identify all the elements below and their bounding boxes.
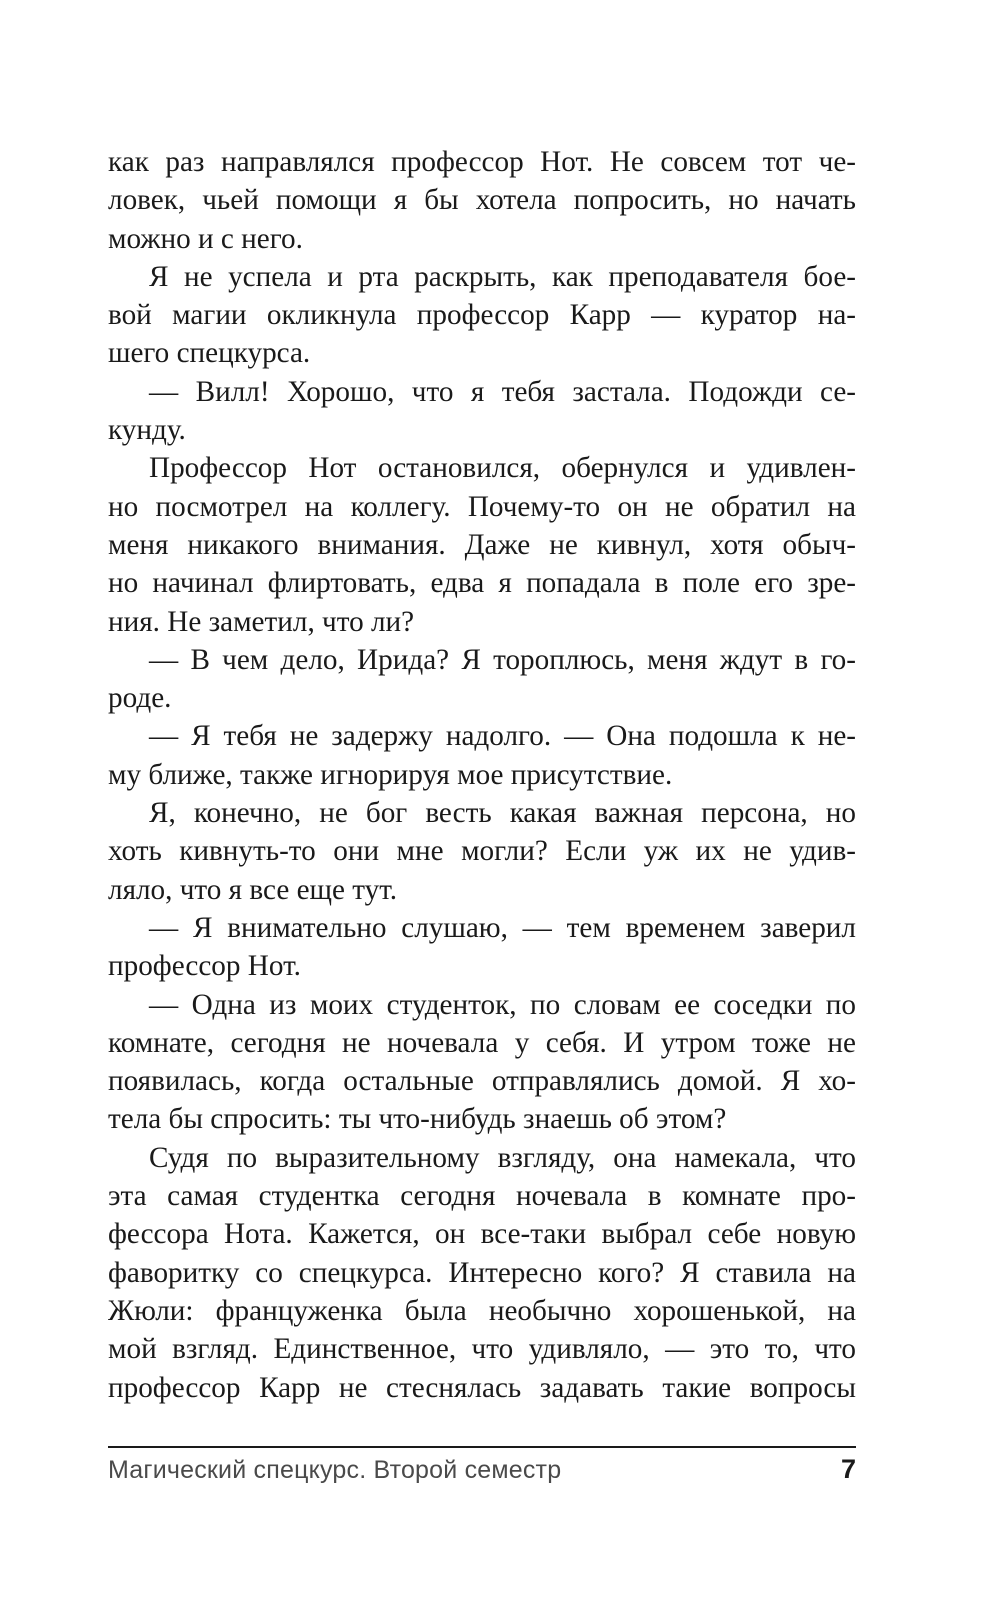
text-line: Я, конечно, не бог весть какая важная персона, но	[149, 797, 856, 830]
text-line: ловек, чьей помощи я бы хотела попросить, но начать	[108, 184, 856, 217]
text-line: комнате, сегодня не ночевала у себя. И утром тоже не	[108, 1026, 856, 1059]
text-line: фаворитку со спецкурса. Интересно кого? Я ставила на	[108, 1256, 856, 1289]
text-line: ния. Не заметил, что ли?	[108, 605, 415, 638]
text-line: Я не успела и рта раскрыть, как преподавателя бое-	[149, 260, 856, 293]
text-line: ляло, что я все еще тут.	[108, 873, 398, 906]
text-line: мой взгляд. Единственное, что удивляло, — это то, что	[108, 1333, 856, 1366]
text-line: Жюли: француженка была необычно хорошенькой, на	[108, 1294, 856, 1327]
text-line: му ближе, также игнорируя мое присутствие.	[108, 758, 673, 791]
footer-divider	[108, 1446, 856, 1448]
page-number: 7	[840, 1454, 856, 1484]
text-line: — Одна из моих студенток, по словам ее соседки по	[149, 988, 856, 1021]
text-line: кунду.	[108, 414, 186, 447]
text-line: меня никакого внимания. Даже не кивнул, хотя обыч-	[108, 528, 856, 561]
text-line: профессор Нот.	[108, 950, 301, 983]
text-line: — Вилл! Хорошо, что я тебя застала. Подожди се-	[149, 375, 856, 408]
text-line: профессор Карр не стеснялась задавать такие вопросы	[108, 1371, 856, 1404]
text-line: эта самая студентка сегодня ночевала в комнате про-	[108, 1180, 856, 1213]
text-line: но посмотрел на коллегу. Почему-то он не обратил на	[108, 490, 856, 523]
text-line: — Я тебя не задержу надолго. — Она подошла к не-	[149, 720, 856, 753]
text-line: — В чем дело, Ирида? Я тороплюсь, меня ждут в го-	[149, 643, 856, 676]
body-text	[108, 143, 856, 1407]
text-line: Профессор Нот остановился, обернулся и удивлен-	[149, 452, 856, 485]
text-line: но начинал флиртовать, едва я попадала в поле его зре-	[108, 567, 856, 600]
text-line: хоть кивнуть-то они мне могли? Если уж их не удив-	[108, 835, 856, 868]
text-line: роде.	[108, 682, 172, 715]
running-footer-title: Магический спецкурс. Второй семестр	[108, 1456, 562, 1484]
text-line: тела бы спросить: ты что-нибудь знаешь об этом?	[108, 1103, 727, 1136]
text-line: Судя по выразительному взгляду, она намекала, что	[149, 1141, 856, 1174]
text-line: как раз направлялся профессор Нот. Не совсем тот че-	[108, 146, 856, 178]
text-line: вой магии окликнула профессор Карр — куратор на-	[108, 299, 856, 332]
text-line: — Я внимательно слушаю, — тем временем заверил	[149, 911, 856, 944]
text-line: фессора Нота. Кажется, он все-таки выбрал себе новую	[108, 1218, 856, 1251]
text-line: можно и с него.	[108, 222, 303, 255]
text-line: появилась, когда остальные отправлялись домой. Я хо-	[108, 1065, 856, 1098]
text-line: шего спецкурса.	[108, 337, 311, 370]
